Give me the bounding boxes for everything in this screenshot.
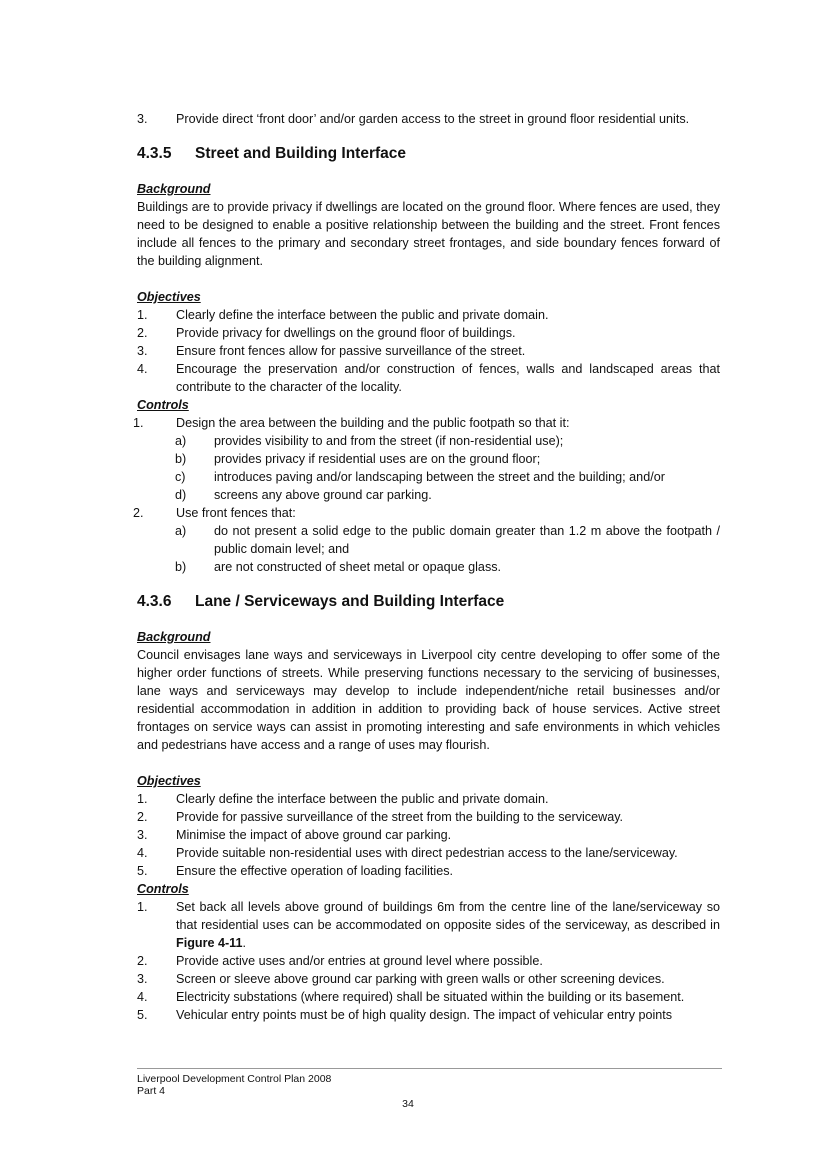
list-item: 3. Minimise the impact of above ground car parking.	[137, 828, 452, 842]
list-item: 3. Screen or sleeve above ground car parking with green walls or other screening devices.	[137, 972, 665, 986]
list-item: 2. Provide active uses and/or entries at ground level where possible.	[137, 954, 543, 968]
section-heading-4-3-6: 4.3.6 Lane / Serviceways and Building Interface	[137, 593, 505, 610]
objectives-list	[137, 306, 720, 396]
subheading-controls: Controls	[137, 398, 189, 412]
footer-title: Liverpool Development Control Plan 2008	[137, 1073, 332, 1085]
list-item: 4. Electricity substations (where required) shall be situated within the building or its basement.	[137, 990, 685, 1004]
list-item: 2. Provide privacy for dwellings on the ground floor of buildings.	[137, 326, 516, 340]
controls-list	[137, 898, 720, 1024]
paragraph: Council envisages lane ways and serviceways in Liverpool city centre developing to offer some of the higher order functions of streets. While preserving functions necessary to the servicing of businesses, lane ways and serviceways may develop to include independent/niche retail businesses and/or residential accommodation in addition in addition to providing back of house services. Active street frontages on service ways can assist in promoting interesting and safe environments in which vehicles and pedestrians have access and a range of uses may flourish.	[137, 648, 720, 752]
list-item: 5. Vehicular entry points must be of high quality design. The impact of vehicular entry points	[137, 1008, 673, 1022]
figure-reference: Figure 4-11	[176, 936, 243, 950]
list-item: 1. Clearly define the interface between the public and private domain.	[137, 308, 549, 322]
list-item: 1. Clearly define the interface between the public and private domain.	[137, 792, 549, 806]
subheading-background: Background	[137, 182, 211, 196]
sub-list-item: c) introduces paving and/or landscaping between the street and the building; and/or	[175, 470, 665, 484]
list-item: 1. Set back all levels above ground of buildings 6m from the centre line of the lane/serviceway so that residential uses can be accommodated on opposite sides of the serviceway, as described in Figure 4-11.	[137, 900, 720, 950]
subheading-background: Background	[137, 630, 211, 644]
document-body	[133, 110, 720, 1024]
list-item: 4. Encourage the preservation and/or construction of fences, walls and landscaped areas that contribute to the character of the locality.	[137, 362, 720, 394]
sub-list-item: b) are not constructed of sheet metal or opaque glass.	[175, 560, 502, 574]
subheading-controls: Controls	[137, 882, 189, 896]
controls-list	[133, 414, 720, 576]
sub-list-item: a) do not present a solid edge to the public domain greater than 1.2 m above the footpath / public domain level; and	[175, 524, 720, 556]
footer-part: Part 4	[137, 1085, 166, 1097]
paragraph: Buildings are to provide privacy if dwellings are located on the ground floor. Where fences are used, they need to be designed to enable a positive relationship between the building and the street. Front fences include all fences to the primary and secondary street frontages, and side boundary fences forward of the building alignment.	[137, 200, 720, 268]
list-item: 1. Design the area between the building and the public footpath so that it:	[133, 416, 570, 430]
objectives-list	[137, 790, 720, 880]
list-item: 4. Provide suitable non-residential uses with direct pedestrian access to the lane/serviceway.	[137, 846, 678, 860]
list-item: 2. Use front fences that:	[133, 506, 296, 520]
page-number: 34	[402, 1098, 414, 1110]
list-item: 5. Ensure the effective operation of loading facilities.	[137, 864, 454, 878]
subheading-objectives: Objectives	[137, 774, 201, 788]
section-heading-4-3-5: 4.3.5 Street and Building Interface	[137, 145, 407, 162]
list-item: 3. Provide direct ‘front door’ and/or garden access to the street in ground floor residential units.	[137, 112, 690, 126]
subheading-objectives: Objectives	[137, 290, 201, 304]
sub-list-item: a) provides visibility to and from the street (if non-residential use);	[175, 434, 564, 448]
page-footer	[137, 1068, 722, 1097]
list-item: 3. Ensure front fences allow for passive surveillance of the street.	[137, 344, 526, 358]
sub-list-item: b) provides privacy if residential uses are on the ground floor;	[175, 452, 541, 466]
list-item: 2. Provide for passive surveillance of the street from the building to the serviceway.	[137, 810, 624, 824]
sub-list-item: d) screens any above ground car parking.	[175, 488, 432, 502]
